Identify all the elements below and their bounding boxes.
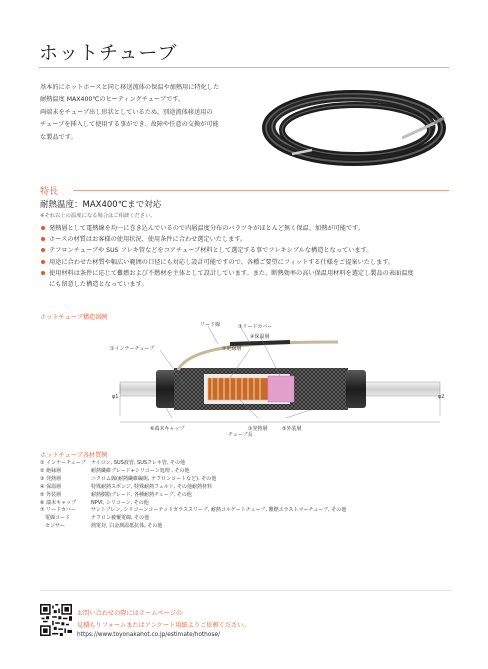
label-end-cap: ⑥端末キャップ: [150, 426, 185, 432]
material-value: 耐熱樹脂ブレード, 各種耐熱チューブ, その他: [91, 491, 192, 498]
material-label: ① インナーチューブ: [40, 460, 86, 466]
label-lead-cover: ⑦リードカバー: [238, 324, 273, 330]
material-value: ナイロン, SUS波管, SUSフレキ管, その他: [91, 460, 186, 466]
table-row: [40, 484, 452, 492]
features-heading: 特長: [40, 187, 59, 197]
label-insulating-layer: ②絶縁層: [222, 346, 242, 352]
footer-divider: [40, 590, 452, 591]
page-title: ホットチューブ: [39, 42, 178, 64]
features-divider: [73, 190, 449, 191]
table-row: [40, 468, 452, 476]
intro-line: 基本的にホットホースと同じ移送流体の保温や加熱用に特化した: [40, 84, 220, 91]
estimate-link[interactable]: https://www.toyonakahot.co.jp/estimate/hothose/: [77, 632, 220, 638]
intro-line: チューブを挿入して使用する事ができ、故障や任意の交換が可能: [40, 121, 219, 129]
label-d2: φ2: [438, 394, 445, 400]
material-label: センサー: [40, 523, 66, 530]
material-label: ④ 保温層: [40, 483, 62, 490]
materials-heading: ホットチューブ各材質例: [40, 452, 108, 459]
intro-line: 両端末をチューブ出し形状としているため、別途流体移送用の: [40, 108, 213, 116]
label-outer-layer: ⑤外装層: [282, 426, 302, 432]
intro-text: [40, 82, 240, 144]
material-label: 電線コード: [40, 515, 71, 522]
material-label: ② 絶縁層: [40, 467, 62, 474]
material-value: NPVI, シリコーン, その他: [91, 499, 149, 506]
feature-item: 発熱層として電熱線を均一に巻き込んでいるので内層温度分布のバラツキがほとんど無く保温、加熱が可能です。: [40, 223, 452, 234]
label-d1: φ1: [112, 394, 119, 400]
feature-item: ホースの材質はお客様の使用状況、使用条件に合わせ選定いたします。: [40, 234, 452, 245]
material-value: 熱電対, 白金測温抵抗体, その他: [91, 523, 163, 530]
material-value: テフロン被覆電線, その他: [91, 515, 150, 522]
table-row: [40, 523, 452, 531]
table-row: [40, 476, 452, 484]
feature-list: [40, 223, 452, 290]
title-divider: [39, 67, 449, 68]
contact-note-2: 見積もりフォームまたはアンケート用紙よりご依頼ください。: [77, 622, 250, 629]
label-inner-tube: ①インナーチューブ: [110, 346, 155, 352]
feature-item-continued: にも留意した構造となっています。: [49, 281, 148, 289]
material-label: ⑥ 端末キャップ: [40, 499, 77, 506]
qr-code-icon[interactable]: [40, 604, 72, 636]
contact-note: お問い合わせの際にはホームページの: [77, 610, 183, 617]
feature-item: 使用材料は条件に応じて難燃および不燃材を主体として設計しています。また、断熱効率の高い保温用材料を選定し製品の表面温度: [40, 268, 452, 279]
material-value: 耐熱繊維ブレード+シリコーン処理 , その他: [91, 467, 190, 474]
structure-diagram: [100, 318, 460, 438]
structure-diagram-heading: ホットチューブ構造図例: [40, 314, 108, 321]
feature-item: テフロンチューブや SUS フレキ管などをコアチューブ材料として選定する事でフレキシブルな構造となっています。: [40, 245, 452, 256]
table-row: [40, 492, 452, 500]
hot-tube-photo: [252, 78, 452, 178]
label-insulation: ④保温層: [250, 334, 270, 340]
feature-item: 用途に合わせた材質や幅広い範囲の口径にも対応し設計可能ですので、各種ご要望にフィットする仕様をご提案いたします。: [40, 257, 452, 268]
material-value: 特殊耐熱スポンジ, 特殊耐熱フェルト, その他耐熱材料: [91, 483, 212, 490]
materials-table: [40, 460, 452, 531]
material-label: ⑤ 外装層: [40, 491, 62, 498]
table-row: [40, 460, 452, 468]
feature-note: ※それ以上の温度になる場合はご相談ください。: [40, 213, 156, 219]
intro-line: 耐熱温度 MAX400℃のヒーティングチューブです。: [40, 96, 185, 104]
material-label: ③ 発熱層: [40, 475, 62, 482]
label-lead-wire: リード線: [200, 322, 221, 328]
material-value: サントプレン, シリコーンコーテッドガラススリーブ, 耐熱コルゲートチューブ, 難燃エラストマーチューブ, その他: [91, 507, 347, 514]
material-label: ⑦ リードカバー: [40, 507, 76, 514]
material-value: ニクロム線(耐熱繊維編組, テフロンコートなど), その他: [91, 475, 217, 482]
label-tube-length: チューブ長: [228, 432, 253, 438]
feature-title: 耐熱温度：MAX400℃まで対応: [40, 200, 162, 210]
intro-line: な製品です。: [40, 133, 77, 141]
label-heating-layer: ③発熱層: [248, 426, 268, 432]
